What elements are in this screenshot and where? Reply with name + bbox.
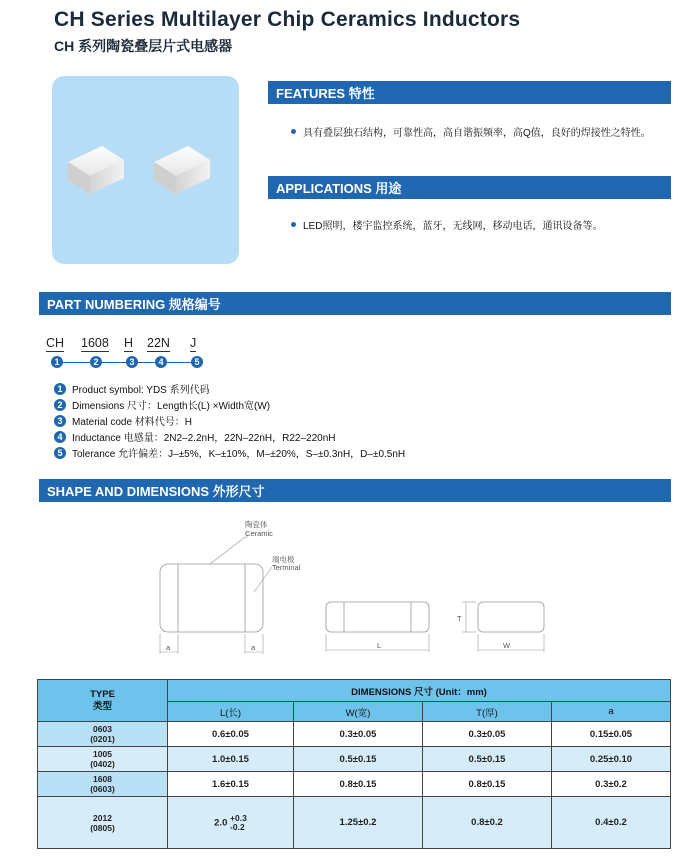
type-header bbox=[38, 680, 168, 722]
dimensions-header: DIMENSIONS 尺寸 (Unit：mm) bbox=[168, 680, 671, 702]
legend-item-1 bbox=[54, 381, 210, 396]
page-subtitle: CH 系列陶瓷叠层片式电感器 bbox=[54, 38, 233, 54]
legend-text: Dimensions 尺寸：Length长(L) ×Width宽(W) bbox=[72, 401, 271, 412]
table-row bbox=[38, 722, 671, 747]
type-code: 2012 bbox=[93, 812, 112, 823]
cell-W: 0.5±0.15 bbox=[294, 747, 423, 772]
chip-illustration bbox=[52, 76, 239, 264]
number-badge: 4 bbox=[54, 431, 66, 443]
dim-L: L bbox=[377, 641, 382, 650]
type-code-alt: (0603) bbox=[90, 784, 115, 794]
legend-item-5 bbox=[54, 445, 405, 460]
type-code-alt: (0201) bbox=[90, 734, 115, 744]
ceramic-label-en: Ceramic bbox=[245, 529, 273, 538]
cell-T: 0.8±0.2 bbox=[423, 797, 552, 849]
number-badge-4: 4 bbox=[155, 356, 167, 368]
bullet-icon bbox=[291, 129, 296, 134]
features-heading: FEATURES 特性 bbox=[268, 81, 671, 104]
cell-W: 0.3±0.05 bbox=[294, 722, 423, 747]
type-code-alt: (0402) bbox=[90, 759, 115, 769]
col-a: a bbox=[552, 702, 671, 722]
cell-T: 0.5±0.15 bbox=[423, 747, 552, 772]
type-header-cn: 类型 bbox=[92, 700, 112, 712]
cell-T: 0.8±0.15 bbox=[423, 772, 552, 797]
code-material: H bbox=[124, 336, 134, 350]
type-code-alt: (0805) bbox=[90, 822, 115, 833]
L-minus-tolerance: -0.2 bbox=[230, 821, 245, 832]
code-dimensions: 1608 bbox=[81, 336, 109, 350]
cell-a: 0.3±0.2 bbox=[552, 772, 671, 797]
L-base: 2.0 bbox=[214, 817, 228, 829]
legend-item-2 bbox=[54, 397, 270, 412]
table-row bbox=[38, 797, 671, 849]
legend-item-4 bbox=[54, 429, 335, 444]
cell-a: 0.25±0.10 bbox=[552, 747, 671, 772]
ceramic-label-cn: 陶瓷体 bbox=[245, 520, 268, 529]
cell-a: 0.4±0.2 bbox=[552, 797, 671, 849]
legend-text: Inductance 电感量：2N2–2.2nH，22N–22nH，R22–220nH bbox=[72, 433, 336, 444]
code-series: CH bbox=[46, 336, 65, 350]
features-bar-end bbox=[660, 81, 671, 104]
type-code: 0603 bbox=[93, 724, 112, 734]
cell-T: 0.3±0.05 bbox=[423, 722, 552, 747]
type-code: 1005 bbox=[93, 749, 112, 759]
dimensions-table bbox=[37, 679, 671, 849]
dim-a-left: a bbox=[166, 643, 171, 652]
col-T: T(厚) bbox=[423, 702, 552, 722]
number-badge: 1 bbox=[54, 383, 66, 395]
number-badge-2: 2 bbox=[90, 356, 102, 368]
col-L: L(长) bbox=[168, 702, 294, 722]
type-cell bbox=[38, 722, 168, 747]
table-row bbox=[38, 772, 671, 797]
cell-W: 0.8±0.15 bbox=[294, 772, 423, 797]
shape-dimensions-heading: SHAPE AND DIMENSIONS 外形尺寸 bbox=[39, 479, 671, 502]
type-code: 1608 bbox=[93, 774, 112, 784]
legend-text: Product symbol: YDS 系列代码 bbox=[72, 385, 210, 396]
terminal-label-en: Terminal bbox=[272, 563, 301, 572]
number-badge-1: 1 bbox=[51, 356, 63, 368]
L-plus-tolerance: +0.3 bbox=[230, 812, 247, 823]
dimension-drawing bbox=[150, 512, 570, 662]
applications-heading: APPLICATIONS 用途 bbox=[268, 176, 671, 199]
part-numbering-heading: PART NUMBERING 规格编号 bbox=[39, 292, 671, 315]
cell-a: 0.15±0.05 bbox=[552, 722, 671, 747]
type-cell bbox=[38, 797, 168, 849]
bullet-icon bbox=[291, 222, 296, 227]
number-badge-3: 3 bbox=[126, 356, 138, 368]
number-badge: 5 bbox=[54, 447, 66, 459]
cell-L: 1.0±0.15 bbox=[168, 747, 294, 772]
type-header-en: TYPE bbox=[90, 688, 115, 700]
table-header-row bbox=[38, 680, 671, 702]
col-W: W(宽) bbox=[294, 702, 423, 722]
legend-item-3 bbox=[54, 413, 192, 428]
page-title: CH Series Multilayer Chip Ceramics Inductors bbox=[54, 8, 521, 31]
terminal-label-cn: 端电极 bbox=[272, 555, 295, 564]
cell-L: 1.6±0.15 bbox=[168, 772, 294, 797]
legend-text: Tolerance 允许偏差：J–±5%，K–±10%，M–±20%，S–±0.3nH，D–±0.5nH bbox=[72, 449, 406, 460]
code-tolerance: J bbox=[190, 336, 197, 350]
legend-text: Material code 材料代号：H bbox=[72, 417, 193, 428]
applications-item: LED照明，楼宇监控系统，蓝牙，无线网，移动电话，通讯设备等。 bbox=[291, 217, 602, 232]
type-cell bbox=[38, 747, 168, 772]
cell-W: 1.25±0.2 bbox=[294, 797, 423, 849]
number-badge: 3 bbox=[54, 415, 66, 427]
type-cell bbox=[38, 772, 168, 797]
cell-L: 0.6±0.05 bbox=[168, 722, 294, 747]
table-row bbox=[38, 747, 671, 772]
dim-a-right: a bbox=[251, 643, 256, 652]
product-photo bbox=[52, 76, 239, 264]
number-badge-5: 5 bbox=[191, 356, 203, 368]
number-badge: 2 bbox=[54, 399, 66, 411]
code-inductance: 22N bbox=[147, 336, 170, 350]
dim-T: T bbox=[457, 614, 462, 623]
cell-L bbox=[168, 797, 294, 849]
dim-W: W bbox=[503, 641, 511, 650]
features-item: 具有叠层独石结构，可靠性高，高自谐振频率，高Q值，良好的焊接性之特性。 bbox=[291, 124, 651, 139]
